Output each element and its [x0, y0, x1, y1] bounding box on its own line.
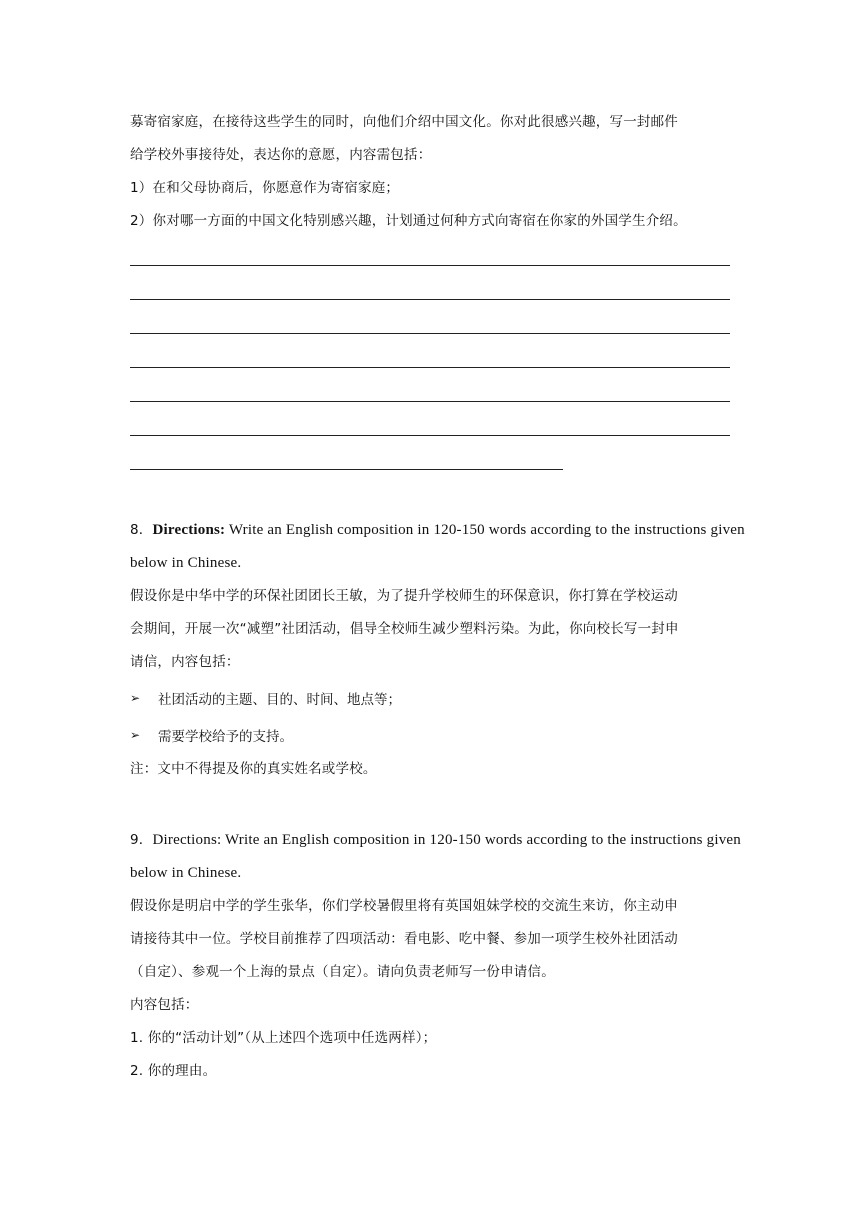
task9-para-3: （自定）、参观一个上海的景点（自定）。请向负责老师写一份申请信。	[130, 964, 555, 980]
task8-directions-text: Write an English composition in 120-150 words according to the instructions given	[225, 522, 745, 538]
spacer	[130, 786, 730, 824]
answer-lines	[130, 238, 730, 476]
answer-line[interactable]	[130, 340, 730, 374]
task8-bullet-text-1: 社团活动的主题、目的、时间、地点等；	[158, 691, 401, 708]
task8-bullet-item-2	[130, 716, 730, 753]
task9-item-2: 2. 你的理由。	[130, 1063, 217, 1079]
answer-line[interactable]	[130, 306, 730, 340]
answer-line[interactable]	[130, 374, 730, 408]
task8-number: 8．	[130, 522, 153, 538]
task9-item-1: 1. 你的“活动计划”（从上述四个选项中任选两样）；	[130, 1030, 437, 1046]
document-content	[130, 106, 745, 1088]
answer-line[interactable]	[130, 272, 730, 306]
task9-directions-cont: below in Chinese.	[130, 865, 242, 881]
task9-content-label: 内容包括：	[130, 997, 199, 1013]
task9-para-2: 请接待其中一位。学校目前推荐了四项活动：看电影、吃中餐、参加一项学生校外社团活动	[130, 931, 678, 947]
task9-directions	[130, 824, 741, 857]
arrow-bullet-icon: ➢	[130, 727, 141, 742]
task8-directions	[130, 514, 745, 547]
task7-line-1: 募寄宿家庭，在接待这些学生的同时，向他们介绍中国文化。你对此很感兴趣，写一封邮件	[130, 114, 678, 130]
arrow-bullet-icon: ➢	[130, 690, 141, 705]
task9-para-1: 假设你是明启中学的学生张华，你们学校暑假里将有英国姐妹学校的交流生来访，你主动申	[130, 898, 678, 914]
task8-note: 注：文中不得提及你的真实姓名或学校。	[130, 761, 377, 777]
task8-bullet-text-2: 需要学校给予的支持。	[158, 728, 293, 745]
task8-para-1: 假设你是中华中学的环保社团团长王敏，为了提升学校师生的环保意识，你打算在学校运动	[130, 588, 678, 604]
answer-line-short[interactable]	[130, 442, 730, 476]
answer-line[interactable]	[130, 238, 730, 272]
task7-point-2: 2）你对哪一方面的中国文化特别感兴趣，计划通过何种方式向寄宿在你家的外国学生介绍。	[130, 213, 687, 229]
task8-para-2: 会期间，开展一次“减塑”社团活动，倡导全校师生减少塑料污染。为此，你向校长写一封申	[130, 621, 679, 637]
task8-directions-cont: below in Chinese.	[130, 555, 242, 571]
task9-number: 9．	[130, 832, 153, 848]
task8-bullet-item-1	[130, 679, 730, 716]
spacer	[130, 476, 730, 514]
task8-para-3: 请信，内容包括：	[130, 654, 240, 670]
task7-point-1: 1）在和父母协商后，你愿意作为寄宿家庭；	[130, 180, 400, 196]
task9-directions-text: Directions: Write an English composition in 120-150 words according to the instructions given	[152, 832, 741, 848]
task8-directions-label: Directions:	[152, 522, 226, 538]
answer-line[interactable]	[130, 408, 730, 442]
task7-line-2: 给学校外事接待处，表达你的意愿，内容需包括：	[130, 147, 432, 163]
